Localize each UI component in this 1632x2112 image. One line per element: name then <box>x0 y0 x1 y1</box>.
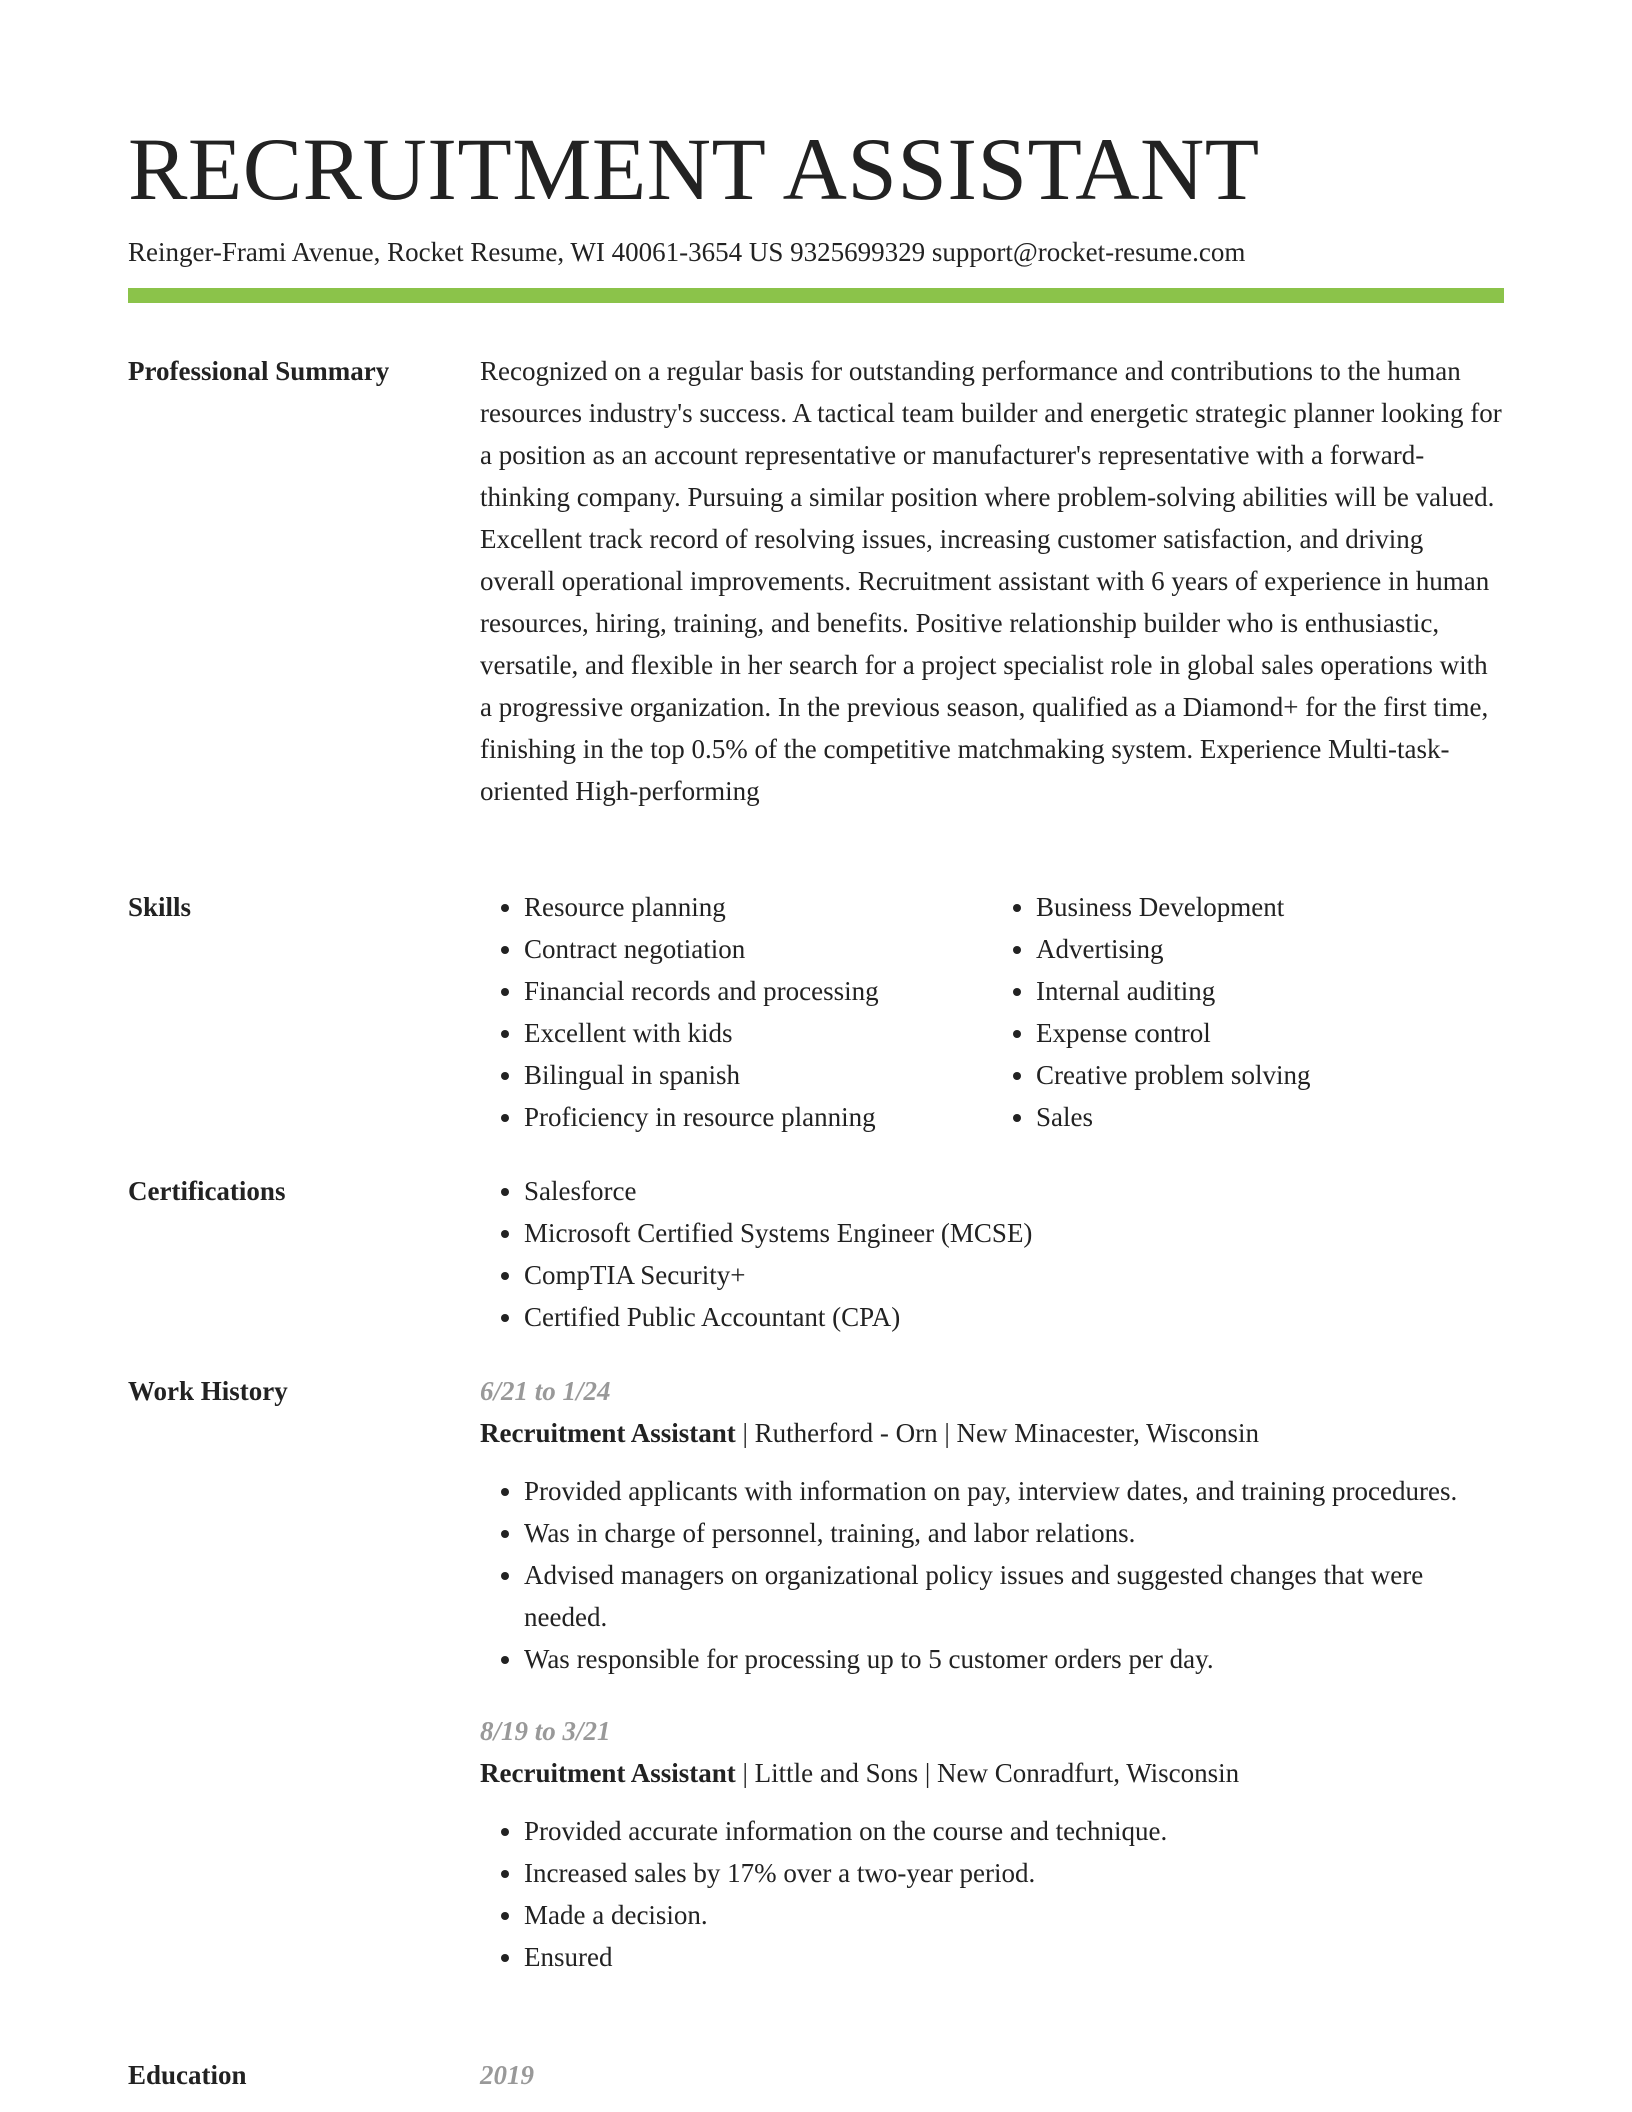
job-bullet: • Was responsible for processing up to 5 customer orders per day. <box>524 1638 1504 1680</box>
job-date: 6/21 to 1/24 <box>480 1376 611 1406</box>
certification-item: • Microsoft Certified Systems Engineer (MCSE) <box>524 1212 1504 1254</box>
page-title: RECRUITMENT ASSISTANT <box>128 121 1260 219</box>
skill-item: • Advertising <box>1036 928 1504 970</box>
job-title-line <box>480 1412 1504 1454</box>
accent-divider <box>128 288 1504 303</box>
skill-item: • Financial records and processing <box>524 970 992 1012</box>
certification-item: • Certified Public Accountant (CPA) <box>524 1296 1504 1338</box>
job-date: 8/19 to 3/21 <box>480 1716 611 1746</box>
certification-item: • Salesforce <box>524 1170 1504 1212</box>
job-bullet: • Provided applicants with information on pay, interview dates, and training procedures. <box>524 1470 1504 1512</box>
skills-list-left <box>480 886 992 1138</box>
job-bullet: • Increased sales by 17% over a two-year period. <box>524 1852 1504 1894</box>
section-title-education: Education <box>128 2060 247 2090</box>
job-entry <box>480 1370 1504 1680</box>
job-bullet: • Ensured <box>524 1936 1504 1978</box>
job-bullet: • Was in charge of personnel, training, and labor relations. <box>524 1512 1504 1554</box>
job-bullets <box>480 1470 1504 1680</box>
skill-item: • Contract negotiation <box>524 928 992 970</box>
skill-item: • Excellent with kids <box>524 1012 992 1054</box>
skills-list-right <box>992 886 1504 1138</box>
job-role: Recruitment Assistant <box>480 1418 736 1448</box>
job-entry <box>480 1710 1504 1978</box>
job-bullet: • Advised managers on organizational policy issues and suggested changes that were needed. <box>524 1554 1504 1638</box>
skill-item: • Resource planning <box>524 886 992 928</box>
contact-line: Reinger-Frami Avenue, Rocket Resume, WI 40061-3654 US 9325699329 support@rocket-resume.com <box>128 237 1246 267</box>
section-title-summary: Professional Summary <box>128 356 390 386</box>
section-title-skills: Skills <box>128 892 192 922</box>
skill-item: • Proficiency in resource planning <box>524 1096 992 1138</box>
skill-item: • Business Development <box>1036 886 1504 928</box>
section-title-work: Work History <box>128 1376 288 1406</box>
education-date: 2019 <box>480 2060 534 2090</box>
resume-header <box>128 118 1504 303</box>
job-role: Recruitment Assistant <box>480 1758 736 1788</box>
skill-item: • Bilingual in spanish <box>524 1054 992 1096</box>
job-bullets <box>480 1810 1504 1978</box>
certification-item: • CompTIA Security+ <box>524 1254 1504 1296</box>
section-title-certifications: Certifications <box>128 1176 286 1206</box>
job-bullet: • Provided accurate information on the course and technique. <box>524 1810 1504 1852</box>
summary-text: Recognized on a regular basis for outstanding performance and contributions to the human resources industry's success. A tactical team builder and energetic strategic planner looking for a position as an account representative or manufacturer's representative with a forward-thinking company. Pursuing a similar position where problem-solving abilities will be valued. Excellent track record of resolving issues, increasing customer satisfaction, and driving overall operational improvements. Recruitment assistant with 6 years of experience in human resources, hiring, training, and benefits. Positive relationship builder who is enthusiastic, versatile, and flexible in her search for a project specialist role in global sales operations with a progressive organization. In the previous season, qualified as a Diamond+ for the first time, finishing in the top 0.5% of the competitive matchmaking system. Experience Multi-task-oriented High-performing <box>480 356 1502 806</box>
job-details: | Little and Sons | New Conradfurt, Wisconsin <box>735 1758 1240 1788</box>
certifications-list <box>480 1170 1504 1338</box>
job-details: | Rutherford - Orn | New Minacester, Wisconsin <box>735 1418 1260 1448</box>
skill-item: • Creative problem solving <box>1036 1054 1504 1096</box>
skill-item: • Internal auditing <box>1036 970 1504 1012</box>
job-bullet: • Made a decision. <box>524 1894 1504 1936</box>
job-title-line <box>480 1752 1504 1794</box>
skill-item: • Expense control <box>1036 1012 1504 1054</box>
skill-item: • Sales <box>1036 1096 1504 1138</box>
